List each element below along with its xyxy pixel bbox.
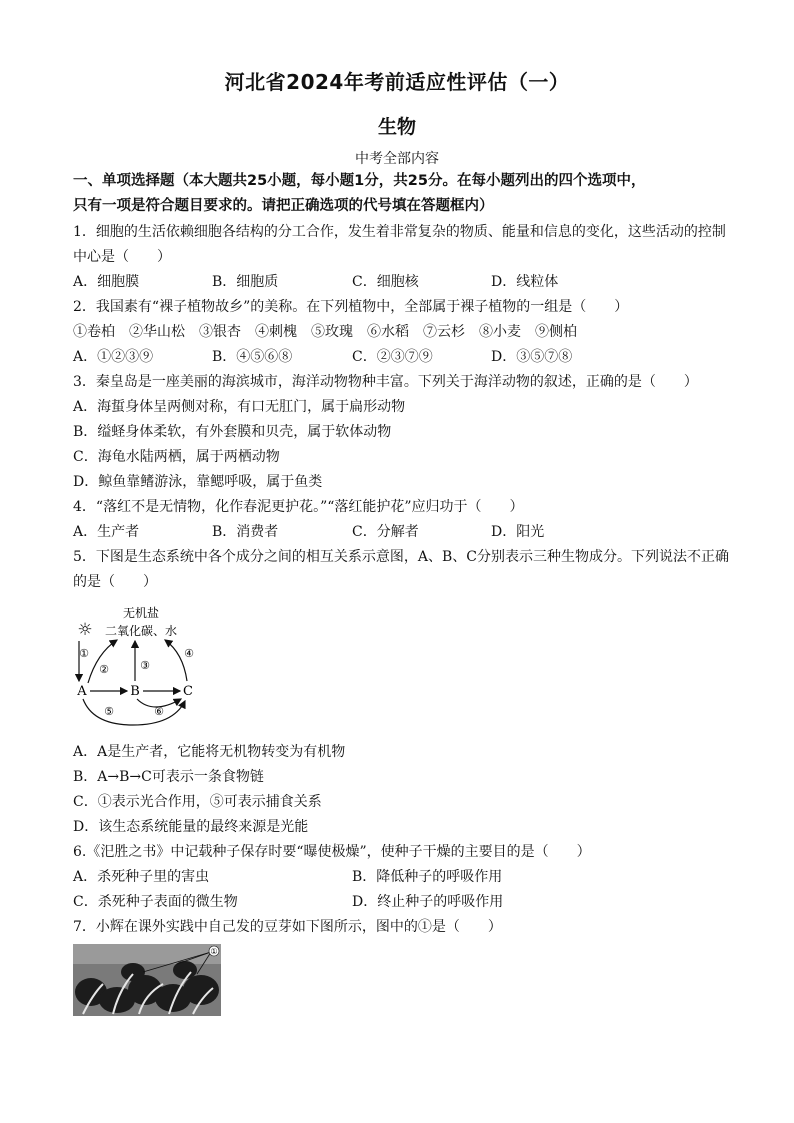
q1-option-a: A．细胞膜	[73, 274, 140, 290]
q6-stem: 6.《汜胜之书》中记载种子保存时要“曝使极燥”，使种子干燥的主要目的是（ ）	[73, 844, 591, 860]
arrow-label-5: ⑤	[104, 705, 114, 718]
q7-stem: 7．小辉在课外实践中自己发的豆芽如下图所示，图中的①是（ ）	[73, 919, 502, 935]
arrow-label-3: ③	[140, 659, 150, 672]
q2-stem: 2．我国素有“裸子植物故乡”的美称。在下列植物中，全部属于裸子植物的一组是（ ）	[73, 299, 629, 315]
q3-option-a: A．海蜇身体呈两侧对称，有口无肛门，属于扁形动物	[73, 399, 406, 415]
exam-title: 河北省2024年考前适应性评估（一）	[224, 70, 570, 94]
diagram-label-co2-water: 二氧化碳、水	[104, 624, 178, 638]
q1-option-d: D．线粒体	[491, 274, 559, 290]
ecosystem-diagram	[73, 605, 203, 730]
q4-option-a: A．生产者	[73, 524, 140, 540]
diagram-label-inorganic-salt: 无机盐	[122, 606, 160, 620]
q5-option-d: D．该生态系统能量的最终来源是光能	[73, 819, 309, 835]
exam-scope: 中考全部内容	[355, 151, 439, 167]
q6-option-d: D．终止种子的呼吸作用	[352, 894, 504, 910]
q3-option-b: B．缢蛏身体柔软，有外套膜和贝壳，属于软体动物	[73, 424, 392, 440]
section-heading-line2: 只有一项是符合题目要求的。请把正确选项的代号填在答题框内）	[73, 198, 494, 214]
q4-option-d: D．阳光	[491, 524, 545, 540]
q1-stem-line2: 中心是（ ）	[73, 249, 171, 265]
q4-option-c: C．分解者	[352, 524, 419, 540]
node-a: A	[77, 684, 87, 699]
q5-option-c: C．①表示光合作用，⑤可表示捕食关系	[73, 794, 322, 810]
section-heading-line1: 一、单项选择题（本大题共25小题，每小题1分，共25分。在每小题列出的四个选项中，	[73, 173, 646, 189]
q5-stem-line1: 5．下图是生态系统中各个成分之间的相互关系示意图，A、B、C分别表示三种生物成分。下列说法不正确	[73, 549, 730, 565]
q6-option-b: B．降低种子的呼吸作用	[352, 869, 503, 885]
q2-option-b: B．④⑤⑥⑧	[212, 349, 293, 365]
q2-plant-list: ①卷柏 ②华山松 ③银杏 ④刺槐 ⑤玫瑰 ⑥水稻 ⑦云杉 ⑧小麦 ⑨侧柏	[73, 324, 577, 340]
bean-sprout-photo	[73, 944, 221, 1016]
q5-option-a: A．A是生产者，它能将无机物转变为有机物	[73, 744, 346, 760]
arrow-label-6: ⑥	[154, 705, 164, 718]
node-b: B	[130, 684, 140, 699]
q4-option-b: B．消费者	[212, 524, 279, 540]
q3-option-d: D．鲸鱼靠鳍游泳，靠鳃呼吸，属于鱼类	[73, 474, 323, 490]
subject-title: 生物	[377, 116, 416, 138]
arrow-label-2: ②	[99, 663, 109, 676]
q1-option-c: C．细胞核	[352, 274, 419, 290]
q6-option-c: C．杀死种子表面的微生物	[73, 894, 238, 910]
q5-stem-line2: 的是（ ）	[73, 574, 157, 590]
arrow-label-1: ①	[79, 647, 89, 660]
node-c: C	[183, 684, 193, 699]
q4-stem: 4．“落红不是无情物，化作春泥更护花。”“落红能护花”应归功于（ ）	[73, 499, 524, 515]
q2-option-c: C．②③⑦⑨	[352, 349, 433, 365]
q6-option-a: A．杀死种子里的害虫	[73, 869, 210, 885]
arrow-label-4: ④	[184, 647, 194, 660]
q2-option-a: A．①②③⑨	[73, 349, 154, 365]
q1-option-b: B．细胞质	[212, 274, 279, 290]
q1-stem-line1: 1．细胞的生活依赖细胞各结构的分工合作，发生着非常复杂的物质、能量和信息的变化，这些活动的控制	[73, 224, 726, 240]
sun-icon: ☼	[77, 620, 93, 640]
q5-option-b: B．A→B→C可表示一条食物链	[73, 769, 264, 785]
q3-option-c: C．海龟水陆两栖，属于两栖动物	[73, 449, 280, 465]
q3-stem: 3．秦皇岛是一座美丽的海滨城市，海洋动物物种丰富。下列关于海洋动物的叙述，正确的是（ ）	[73, 374, 698, 390]
photo-marker-1: ①	[210, 947, 218, 956]
q2-option-d: D．③⑤⑦⑧	[491, 349, 573, 365]
